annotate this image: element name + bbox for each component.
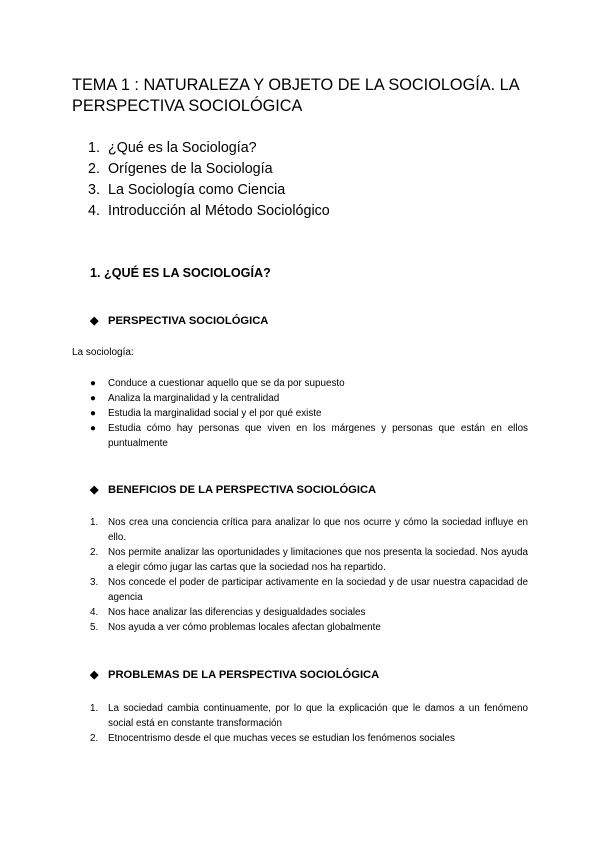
problemas-list — [90, 701, 528, 746]
list-item: ● Estudia cómo hay personas que viven en los márgenes y personas que están en ellos puntualmente — [90, 423, 528, 449]
subsection-title: BENEFICIOS DE LA PERSPECTIVA SOCIOLÓGICA — [108, 483, 377, 496]
list-item: ● Estudia la marginalidad social y el por qué existe — [90, 408, 322, 419]
toc-text: La Sociología como Ciencia — [108, 182, 286, 198]
page-title: TEMA 1 : NATURALEZA Y OBJETO DE LA SOCIOLOGÍA. LA PERSPECTIVA SOCIOLÓGICA — [72, 76, 519, 115]
toc-item — [88, 159, 330, 180]
toc-item — [88, 201, 330, 222]
subsection-heading-problemas — [90, 668, 379, 681]
list-item: 1. Nos crea una conciencia crítica para analizar lo que nos ocurre y cómo la sociedad influye en ello. — [90, 517, 528, 543]
toc-item — [88, 180, 330, 201]
subsection-title: PERSPECTIVA SOCIOLÓGICA — [108, 314, 269, 327]
diamond-icon: ◆ — [90, 484, 99, 496]
bullet-icon: ● — [90, 378, 96, 389]
subsection-heading-beneficios — [90, 483, 376, 496]
toc-item — [88, 138, 330, 159]
diamond-icon: ◆ — [90, 669, 99, 681]
bullet-icon: ● — [90, 423, 96, 434]
list-item: 2. Nos permite analizar las oportunidades y limitaciones que nos presenta la sociedad. Nos ayuda a elegir cómo jugar las cartas que la sociedad nos ha repartido. — [90, 547, 528, 573]
toc-number: 4. — [88, 203, 100, 219]
subsection-title: PROBLEMAS DE LA PERSPECTIVA SOCIOLÓGICA — [108, 668, 380, 681]
toc-text: Orígenes de la Sociología — [108, 161, 273, 177]
list-item: ● Conduce a cuestionar aquello que se da por supuesto — [90, 378, 345, 389]
toc-text: Introducción al Método Sociológico — [108, 203, 330, 219]
toc-number: 3. — [88, 182, 100, 198]
table-of-contents — [88, 138, 330, 222]
toc-text: ¿Qué es la Sociología? — [108, 140, 257, 156]
diamond-icon: ◆ — [90, 315, 99, 327]
beneficios-list — [90, 515, 528, 635]
list-item: 1. La sociedad cambia continuamente, por lo que la explicación que le damos a un fenómeno social está en constante transformación — [90, 703, 528, 729]
list-item: 2. Etnocentrismo desde el que muchas veces se estudian los fenómenos sociales — [90, 733, 455, 744]
bullet-icon: ● — [90, 393, 96, 404]
perspectiva-list — [90, 376, 528, 451]
list-item: 5. Nos ayuda a ver cómo problemas locales afectan globalmente — [90, 622, 381, 633]
list-item: 4. Nos hace analizar las diferencias y desigualdades sociales — [90, 607, 366, 618]
toc-number: 1. — [88, 140, 100, 156]
intro-text: La sociología: — [72, 347, 134, 358]
list-item: 3. Nos concede el poder de participar activamente en la sociedad y de usar nuestra capacidad de agencia — [90, 577, 528, 603]
list-item: ● Analiza la marginalidad y la centralidad — [90, 393, 280, 404]
bullet-icon: ● — [90, 408, 96, 419]
section-heading: 1. ¿QUÉ ES LA SOCIOLOGÍA? — [90, 266, 271, 280]
toc-number: 2. — [88, 161, 100, 177]
subsection-heading-perspectiva — [90, 314, 268, 327]
